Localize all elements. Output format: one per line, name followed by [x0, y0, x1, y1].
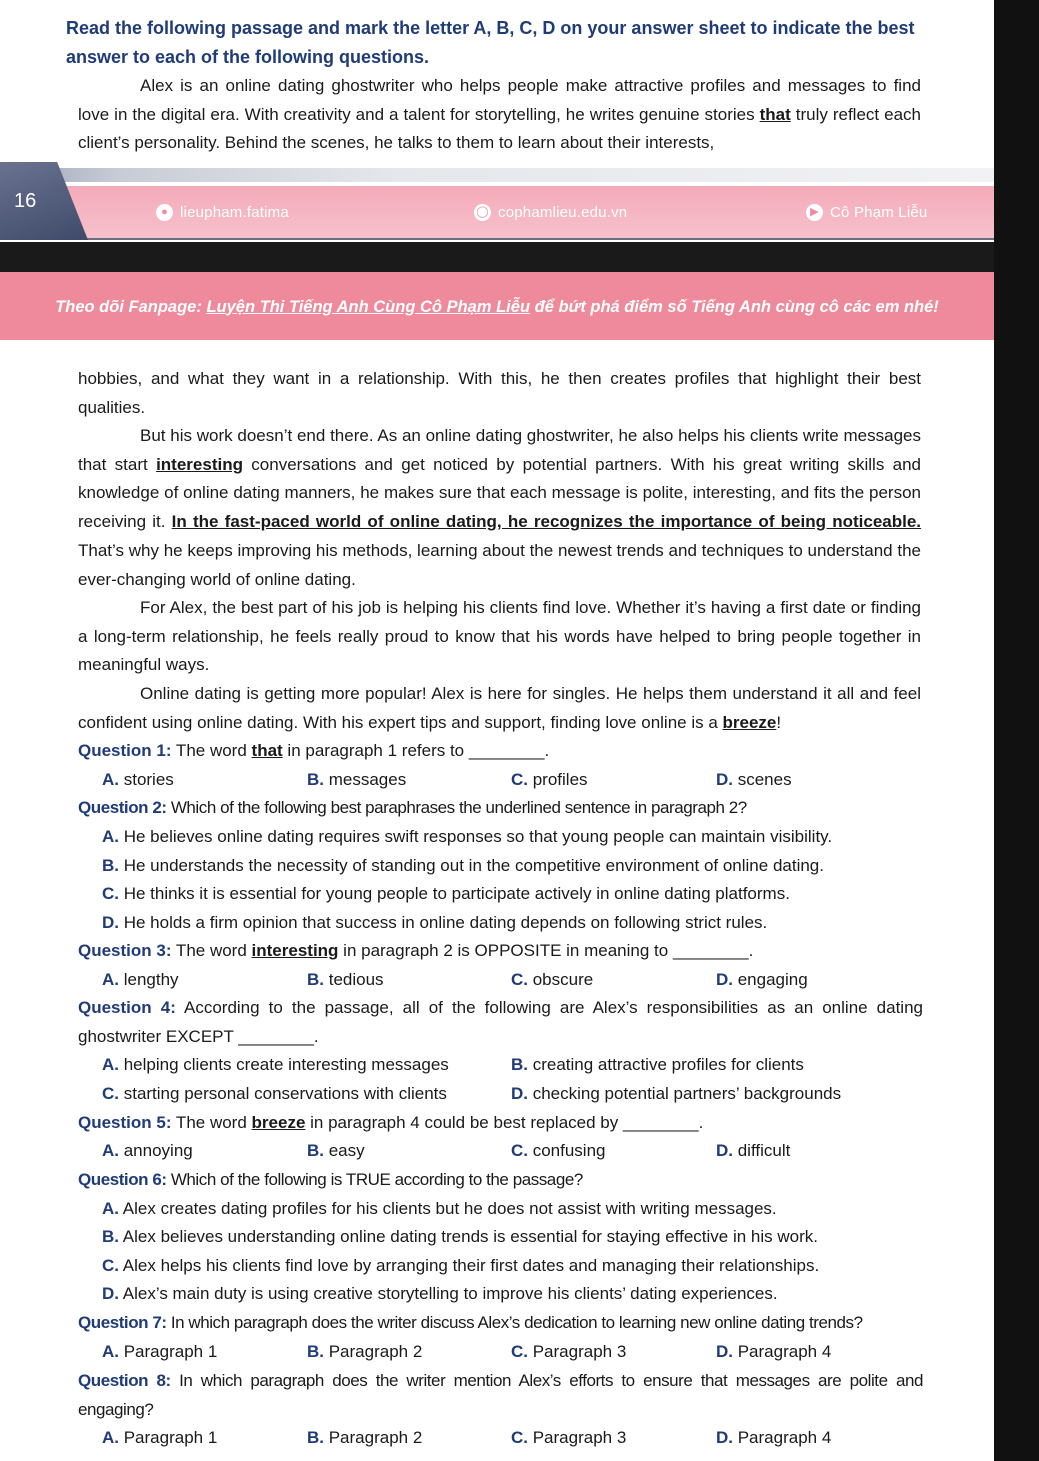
q7-option-d[interactable] [716, 1338, 831, 1367]
option-text: annoying [119, 1141, 193, 1160]
option-letter: C. [511, 1428, 528, 1447]
page-top [0, 0, 994, 162]
option-text: Alex believes understanding online dating trends is essential for staying effective in his work. [119, 1227, 818, 1246]
q8-option-a[interactable] [102, 1424, 217, 1453]
option-letter: A. [102, 1342, 119, 1361]
youtube-channel: Cô Phạm Liễu [830, 204, 928, 221]
q8-option-b[interactable] [307, 1424, 422, 1453]
option-letter: B. [307, 770, 324, 789]
q2-option-a[interactable] [102, 823, 832, 852]
question-text: The word [171, 941, 252, 960]
q3-option-b[interactable] [307, 966, 384, 995]
question-label: Question 2: [78, 798, 167, 817]
page-gap [0, 242, 994, 272]
banner-text [55, 298, 939, 317]
keyword-that: that [759, 104, 791, 124]
q1-option-b[interactable] [307, 766, 406, 795]
question-keyword: interesting [251, 941, 339, 960]
option-text: Alex creates dating profiles for his clients but he does not assist with writing messages. [119, 1199, 777, 1218]
question-keyword: breeze [251, 1113, 306, 1132]
globe-icon: ◯ [474, 204, 491, 221]
option-letter: D. [716, 1342, 733, 1361]
option-text: difficult [733, 1141, 791, 1160]
q6-option-c[interactable] [102, 1252, 819, 1281]
question-label: Question 6: [78, 1170, 167, 1189]
option-text: He thinks it is essential for young people to participate actively in online dating platforms. [119, 884, 790, 903]
option-text: Paragraph 1 [119, 1428, 218, 1447]
q2-option-b[interactable] [102, 852, 824, 881]
question-text: The word [171, 1113, 252, 1132]
facebook-handle: lieupham.fatima [180, 204, 289, 221]
q5-option-b[interactable] [307, 1137, 365, 1166]
option-letter: C. [102, 1256, 119, 1275]
q3-option-c[interactable] [511, 966, 593, 995]
option-letter: B. [307, 1428, 324, 1447]
q3-option-d[interactable] [716, 966, 808, 995]
paragraph-3: For Alex, the best part of his job is helping his clients find love. Whether it’s having a first date or finding a long-term relationship, he feels really proud to know that his words have helped to bring people together in meaningful ways. [78, 598, 921, 675]
instruction: Read the following passage and mark the letter A, B, C, D on your answer sheet to indicate the best answer to each of the following questions. [66, 18, 915, 67]
option-letter: B. [102, 856, 119, 875]
option-letter: D. [716, 770, 733, 789]
option-letter: B. [102, 1227, 119, 1246]
q4-option-d[interactable] [511, 1080, 841, 1109]
option-letter: C. [511, 1141, 528, 1160]
q6-option-a[interactable] [102, 1195, 777, 1224]
question-5 [78, 1109, 923, 1138]
footer-website[interactable] [474, 204, 627, 221]
option-letter: A. [102, 1199, 119, 1218]
q1-option-a[interactable] [102, 766, 174, 795]
question-text: in paragraph 4 could be best replaced by ________. [305, 1113, 704, 1132]
q2-option-d[interactable] [102, 909, 767, 938]
option-text: starting personal conservations with clients [119, 1084, 447, 1103]
page-footer [0, 162, 994, 242]
option-letter: C. [102, 1084, 119, 1103]
option-text: Alex helps his clients find love by arranging their first dates and managing their relationships. [119, 1256, 820, 1275]
q3-option-a[interactable] [102, 966, 179, 995]
p2-text-c: That’s why he keeps improving his methods, learning about the newest trends and techniques to understand the ever-changing world of online dating. [78, 540, 921, 589]
q6-option-b[interactable] [102, 1223, 818, 1252]
option-letter: A. [102, 827, 119, 846]
q4-option-c[interactable] [102, 1080, 447, 1109]
keyword-breeze: breeze [722, 712, 777, 732]
option-text: lengthy [119, 970, 179, 989]
q5-option-d[interactable] [716, 1137, 790, 1166]
p1-text-b: truly reflect each client’s personality. Behind the scenes, he talks to them to learn about their interests, [78, 104, 921, 153]
paragraph-2 [78, 422, 921, 594]
question-keyword: that [251, 741, 283, 760]
question-text: Which of the following is TRUE according to the passage? [166, 1170, 583, 1189]
q7-option-a[interactable] [102, 1338, 217, 1367]
paragraph-1-part-1 [78, 72, 921, 158]
right-dark-margin [994, 0, 1039, 1461]
p2-text-a: But his work doesn’t end there. As an online dating ghostwriter, he also helps his clients write messages that start [78, 426, 921, 474]
option-letter: B. [307, 1141, 324, 1160]
fanpage-banner [0, 272, 994, 342]
option-text: Paragraph 4 [733, 1428, 832, 1447]
option-letter: B. [307, 970, 324, 989]
option-letter: D. [102, 1284, 119, 1303]
option-letter: C. [511, 770, 528, 789]
question-3 [78, 937, 923, 966]
option-text: Paragraph 3 [528, 1342, 627, 1361]
p4-text-b: ! [776, 712, 782, 732]
question-text: According to the passage, all of the following are Alex’s responsibilities as an online dating ghostwriter EXCEPT ________. [78, 998, 923, 1046]
option-text: checking potential partners’ backgrounds [528, 1084, 842, 1103]
question-7 [78, 1309, 923, 1338]
option-text: helping clients create interesting messages [119, 1055, 449, 1074]
option-text: Alex’s main duty is using creative storytelling to improve his clients’ dating experiences. [119, 1284, 778, 1303]
website-url: cophamlieu.edu.vn [498, 204, 628, 221]
option-letter: A. [102, 1428, 119, 1447]
option-letter: A. [102, 1055, 119, 1074]
page-number: 16 [14, 190, 37, 212]
question-label: Question 1: [78, 741, 172, 760]
footer-gray-stripe [0, 168, 994, 182]
option-text: tedious [324, 970, 384, 989]
question-label: Question 3: [78, 941, 172, 960]
option-text: obscure [528, 970, 594, 989]
option-letter: D. [716, 1428, 733, 1447]
option-text: He understands the necessity of standing out in the competitive environment of online dating. [119, 856, 824, 875]
q8-option-c[interactable] [511, 1424, 626, 1453]
q7-option-c[interactable] [511, 1338, 626, 1367]
option-letter: D. [102, 913, 119, 932]
p4-text-a: Online dating is getting more popular! Alex is here for singles. He helps them understand it all and feel confident using online dating. With his expert tips and support, finding love online is a [78, 684, 921, 732]
question-label: Question 5: [78, 1113, 172, 1132]
option-text: easy [324, 1141, 365, 1160]
banner-suffix: để bứt phá điểm số Tiếng Anh cùng cô các em nhé! [530, 297, 939, 316]
question-text: Which of the following best paraphrases the underlined sentence in paragraph 2? [166, 798, 747, 817]
option-text: Paragraph 3 [528, 1428, 627, 1447]
option-text: Paragraph 4 [733, 1342, 832, 1361]
footer-youtube[interactable] [806, 204, 927, 221]
option-letter: A. [102, 1141, 119, 1160]
keyword-interesting: interesting [156, 454, 243, 474]
option-letter: D. [716, 970, 733, 989]
footer-facebook[interactable] [156, 204, 289, 221]
q4-option-b[interactable] [511, 1051, 804, 1080]
question-label: Question 4: [78, 998, 176, 1017]
question-text: in paragraph 2 is OPPOSITE in meaning to ________. [338, 941, 754, 960]
option-text: Paragraph 2 [324, 1342, 423, 1361]
option-text: engaging [733, 970, 808, 989]
play-icon: ▶ [806, 204, 823, 221]
q7-option-b[interactable] [307, 1338, 422, 1367]
q2-option-c[interactable] [102, 880, 790, 909]
question-1 [78, 737, 923, 766]
underlined-sentence: In the fast-paced world of online dating, he recognizes the importance of being noticeable. [171, 512, 922, 532]
option-text: scenes [733, 770, 792, 789]
page-bottom [0, 340, 994, 1461]
option-text: messages [324, 770, 407, 789]
paragraph-1-part-2: hobbies, and what they want in a relationship. With this, he then creates profiles that highlight their best qualities. [78, 369, 921, 417]
question-text: In which paragraph does the writer mention Alex’s efforts to ensure that messages are polite and engaging? [78, 1371, 924, 1419]
q5-option-a[interactable] [102, 1137, 193, 1166]
option-text: Paragraph 2 [324, 1428, 423, 1447]
option-letter: A. [102, 970, 119, 989]
question-label: Question 7: [78, 1313, 167, 1332]
option-letter: C. [511, 970, 528, 989]
option-letter: A. [102, 770, 119, 789]
p1-text-a: Alex is an online dating ghostwriter who helps people make attractive profiles and messages to find love in the digital era. With creativity and a talent for storytelling, he writes genuine stories [78, 76, 921, 124]
option-text: stories [119, 770, 174, 789]
option-letter: B. [511, 1055, 528, 1074]
q1-option-d[interactable] [716, 766, 792, 795]
question-label: Question 8: [78, 1371, 171, 1390]
q5-option-c[interactable] [511, 1137, 606, 1166]
user-icon: ● [156, 204, 173, 221]
option-text: He holds a firm opinion that success in online dating depends on following strict rules. [119, 913, 768, 932]
question-text: In which paragraph does the writer discuss Alex’s dedication to learning new online dating trends? [166, 1313, 863, 1332]
question-2 [78, 794, 923, 823]
q1-option-c[interactable] [511, 766, 588, 795]
question-text: The word [171, 741, 252, 760]
option-letter: C. [102, 884, 119, 903]
paragraph-4 [78, 680, 921, 737]
option-letter: C. [511, 1342, 528, 1361]
banner-prefix: Theo dõi Fanpage: [55, 297, 207, 316]
q8-option-d[interactable] [716, 1424, 831, 1453]
question-4 [78, 994, 923, 1051]
option-text: profiles [528, 770, 588, 789]
question-text: in paragraph 1 refers to ________. [282, 741, 550, 760]
fanpage-link[interactable]: Luyện Thi Tiếng Anh Cùng Cô Phạm Liễu [206, 297, 531, 316]
option-text: Paragraph 1 [119, 1342, 218, 1361]
option-letter: D. [511, 1084, 528, 1103]
option-letter: B. [307, 1342, 324, 1361]
question-6 [78, 1166, 923, 1195]
p2-text-b: conversations and get noticed by potential partners. With his great writing skills and knowledge of online dating manners, he makes sure that each message is polite, interesting, and fits the person receiving it. [78, 454, 922, 532]
question-8 [78, 1367, 923, 1424]
option-text: confusing [528, 1141, 606, 1160]
option-text: creating attractive profiles for clients [528, 1055, 804, 1074]
q4-option-a[interactable] [102, 1051, 449, 1080]
q6-option-d[interactable] [102, 1280, 778, 1309]
option-letter: D. [716, 1141, 733, 1160]
option-text: He believes online dating requires swift responses so that young people can maintain visibility. [119, 827, 833, 846]
